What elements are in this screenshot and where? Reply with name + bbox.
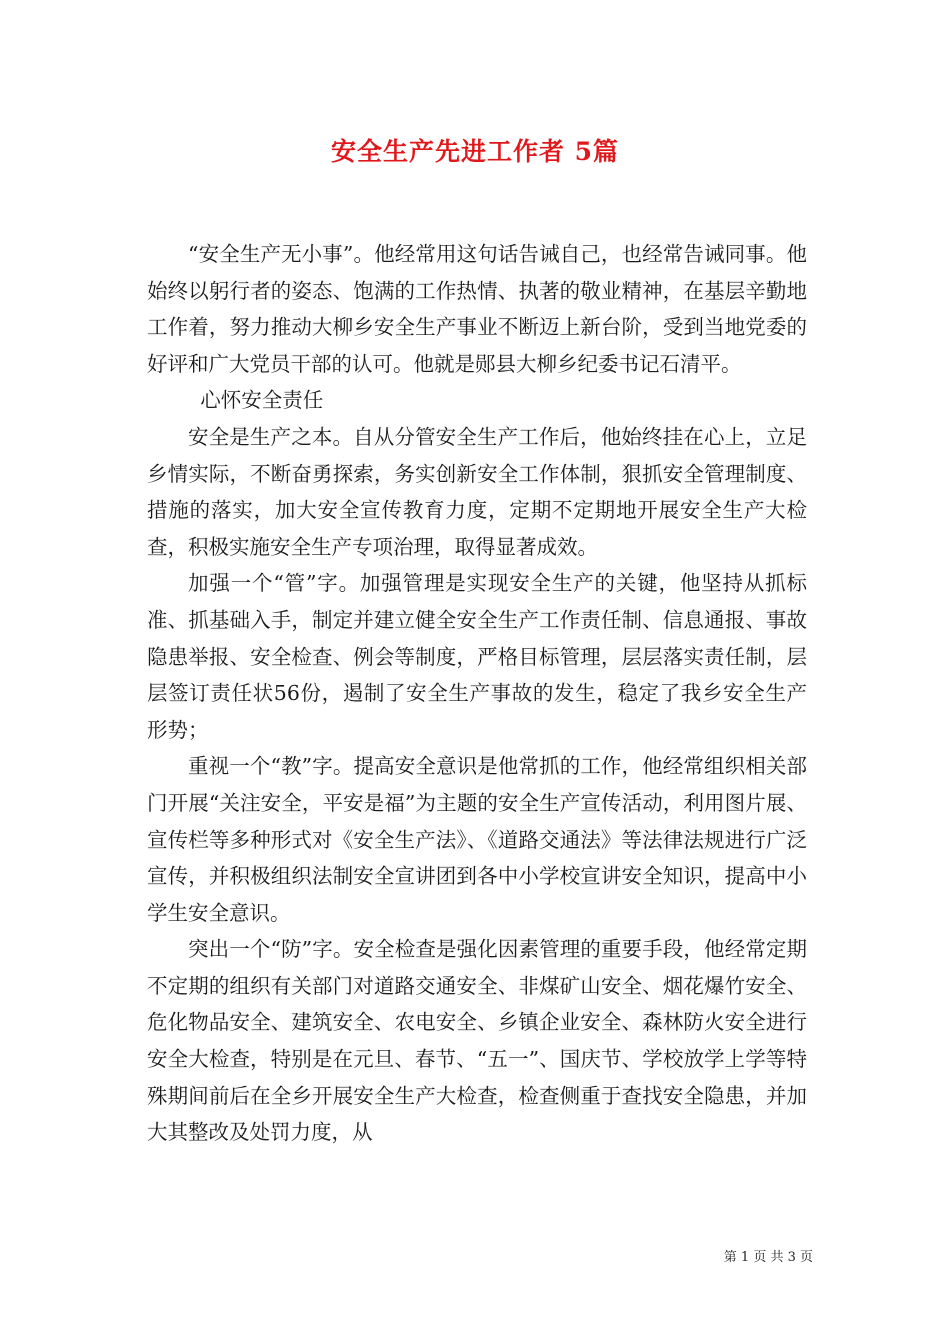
paragraph-intro: “安全生产无小事”。他经常用这句话告诫自己，也经常告诫同事。他始终以躬行者的姿态、饱满的工作热情、执著的敬业精神，在基层辛勤地工作着，努力推动大柳乡安全生产事业不断迈上新台阶，受到当地党委的好评和广大党员干部的认可。他就是郧县大柳乡纪委书记石清平。 — [147, 242, 807, 376]
paragraph-prevention: 突出一个“防”字。安全检查是强化因素管理的重要手段，他经常定期不定期的组织有关部门对道路交通安全、非煤矿山安全、烟花爆竹安全、危化物品安全、建筑安全、农电安全、乡镇企业安全、森林防火安全进行安全大检查，特别是在元旦、春节、“五一”、国庆节、学校放学上学等特殊期间前后在全乡开展安全生产大检查，检查侧重于查找安全隐患，并加大其整改及处罚力度，从 — [147, 937, 807, 1145]
document-body — [147, 236, 807, 1151]
document-title: 安全生产先进工作者 5篇 — [330, 137, 620, 166]
section-heading: 心怀安全责任 — [200, 388, 324, 413]
page-number-footer: 第 1 页 共 3 页 — [723, 1250, 813, 1265]
paragraph-education: 重视一个“教”字。提高安全意识是他常抓的工作，他经常组织相关部门开展“关注安全，平安是福”为主题的安全生产宣传活动，利用图片展、宣传栏等多种形式对《安全生产法》、《道路交通法》等法律法规进行广泛宣传，并积极组织法制安全宣讲团到各中小学校宣讲安全知识，提高中小学生安全意识。 — [147, 754, 807, 925]
paragraph-management: 加强一个“管”字。加强管理是实现安全生产的关键，他坚持从抓标准、抓基础入手，制定并建立健全安全生产工作责任制、信息通报、事故隐患举报、安全检查、例会等制度，严格目标管理，层层落实责任制，层层签订责任状56份，遏制了安全生产事故的发生，稳定了我乡安全生产形势； — [147, 571, 807, 742]
paragraph-safety-basis: 安全是生产之本。自从分管安全生产工作后，他始终挂在心上，立足乡情实际，不断奋勇探索，务实创新安全工作体制，狠抓安全管理制度、措施的落实，加大安全宣传教育力度，定期不定期地开展安全生产大检查，积极实施安全生产专项治理，取得显著成效。 — [147, 424, 807, 559]
